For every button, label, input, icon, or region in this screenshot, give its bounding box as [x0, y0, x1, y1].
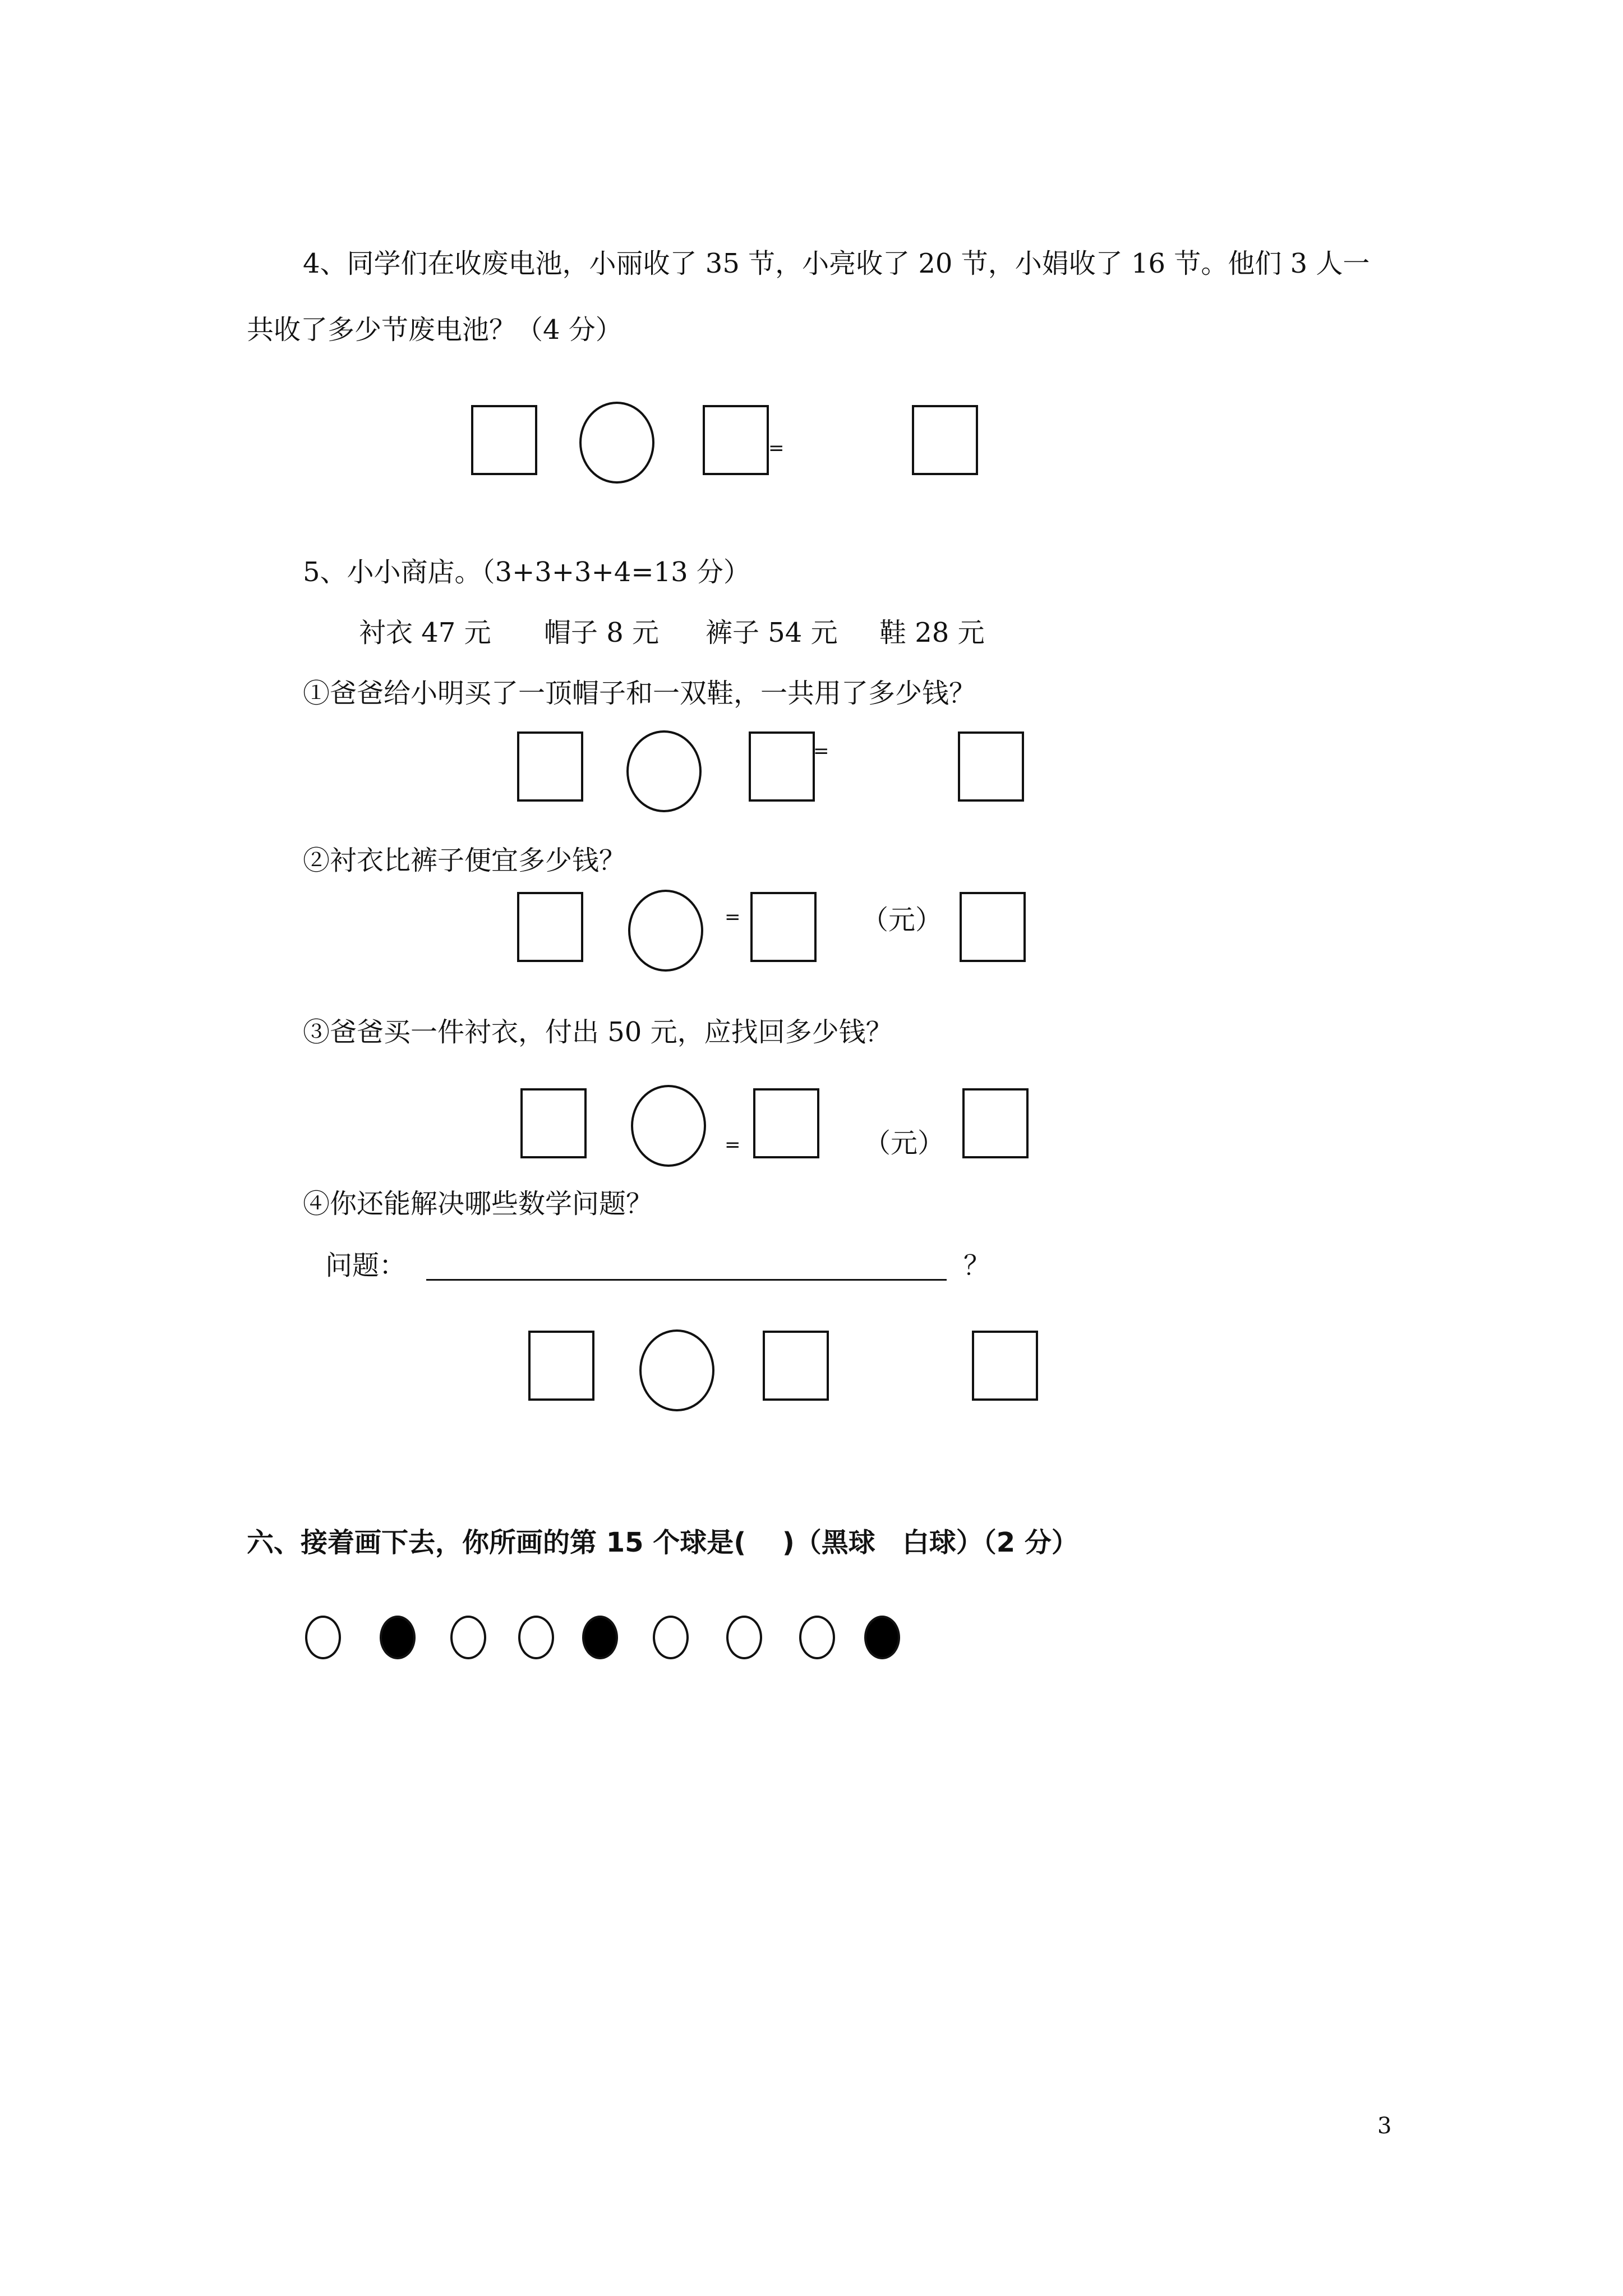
q5-sub2: ②衬衣比裤子便宜多少钱？	[303, 845, 626, 876]
q4-text-line1: 4、同学们在收废电池，小丽收了 35 节，小亮收了 20 节，小娟收了 16 节。他们 3 人一	[303, 248, 1370, 279]
equals-sign: =	[725, 1134, 741, 1156]
answer-box[interactable]	[763, 1331, 829, 1401]
answer-box[interactable]	[962, 1088, 1029, 1158]
unit-label: （元）	[864, 1128, 945, 1159]
ball-7-white	[726, 1616, 762, 1659]
answer-box[interactable]	[960, 892, 1026, 962]
answer-box[interactable]	[517, 731, 583, 802]
operator-circle[interactable]	[631, 1085, 706, 1167]
ball-6-white	[653, 1616, 689, 1659]
q5-sub1: ①爸爸给小明买了一顶帽子和一双鞋，一共用了多少钱？	[303, 678, 976, 709]
question-answer-line[interactable]	[426, 1279, 947, 1281]
answer-box[interactable]	[528, 1331, 594, 1401]
price-hat: 帽子 8 元	[544, 617, 660, 648]
answer-box[interactable]	[520, 1088, 587, 1158]
answer-box[interactable]	[912, 405, 978, 475]
answer-box[interactable]	[471, 405, 537, 475]
equals-sign: =	[725, 906, 741, 928]
ball-4-white	[518, 1616, 554, 1659]
answer-box[interactable]	[750, 892, 817, 962]
ball-5-black	[582, 1616, 618, 1659]
equals-sign: =	[813, 740, 829, 762]
price-pants: 裤子 54 元	[706, 617, 838, 648]
q5-sub3: ③爸爸买一件衬衣，付出 50 元，应找回多少钱？	[303, 1016, 893, 1048]
ball-2-black	[380, 1616, 416, 1659]
ball-9-black	[864, 1616, 900, 1659]
unit-label: （元）	[861, 904, 943, 936]
q4-text-line2: 共收了多少节废电池？（4 分）	[247, 314, 623, 346]
answer-box[interactable]	[753, 1088, 819, 1158]
operator-circle[interactable]	[626, 730, 702, 812]
answer-box[interactable]	[972, 1331, 1038, 1401]
ball-3-white	[450, 1616, 486, 1659]
page-number: 3	[1377, 2113, 1392, 2139]
equals-sign: =	[768, 437, 785, 459]
operator-circle[interactable]	[579, 402, 654, 484]
operator-circle[interactable]	[628, 890, 703, 972]
q5-sub4: ④你还能解决哪些数学问题？	[303, 1188, 653, 1220]
answer-box[interactable]	[703, 405, 769, 475]
question-label: 问题：	[325, 1250, 407, 1281]
ball-8-white	[799, 1616, 835, 1659]
question-mark: ？	[963, 1250, 991, 1281]
ball-1-white	[305, 1616, 341, 1659]
price-shirt: 衬衣 47 元	[359, 617, 491, 648]
price-shoes: 鞋 28 元	[879, 617, 985, 648]
answer-box[interactable]	[517, 892, 583, 962]
answer-box[interactable]	[749, 731, 815, 802]
answer-box[interactable]	[958, 731, 1024, 802]
section6-title: 六、接着画下去，你所画的第 15 个球是( )（黑球 白球）（2 分）	[247, 1527, 1078, 1558]
q5-title: 5、小小商店。（3+3+3+4=13 分）	[303, 556, 750, 588]
operator-circle[interactable]	[639, 1329, 714, 1411]
